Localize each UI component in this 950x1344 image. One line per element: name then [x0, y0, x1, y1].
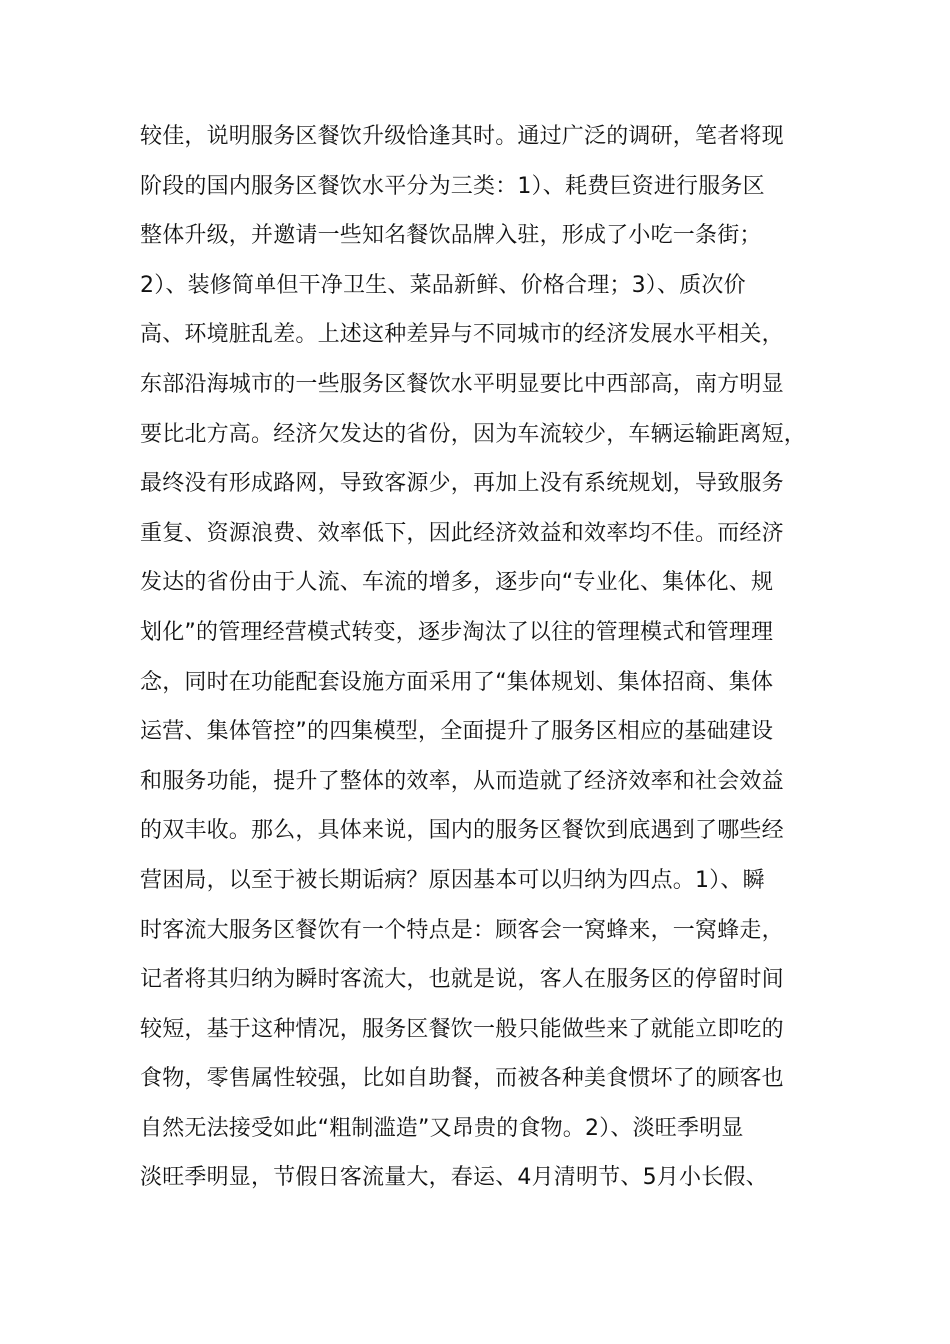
- text-line: 发达的省份由于人流、车流的增多，逐步向“专业化、集体化、规: [140, 570, 774, 596]
- text-line: 记者将其归纳为瞬时客流大，也就是说，客人在服务区的停留时间: [140, 967, 784, 993]
- text-line: 最终没有形成路网，导致客源少，再加上没有系统规划，导致服务: [140, 471, 784, 497]
- text-line: 划化”的管理经营模式转变，逐步淘汰了以往的管理模式和管理理: [140, 619, 774, 645]
- text-line: 高、环境脏乱差。上述这种差异与不同城市的经济发展水平相关，: [140, 322, 784, 348]
- text-line: 东部沿海城市的一些服务区餐饮水平明显要比中西部高，南方明显: [140, 371, 784, 397]
- text-line: 的双丰收。那么，具体来说，国内的服务区餐饮到底遇到了哪些经: [140, 818, 784, 844]
- text-line: 整体升级，并邀请一些知名餐饮品牌入驻，形成了小吃一条街；: [140, 223, 762, 249]
- text-line: 要比北方高。经济欠发达的省份，因为车流较少，车辆运输距离短，: [140, 421, 807, 447]
- text-line: 和服务功能，提升了整体的效率，从而造就了经济效率和社会效益: [140, 768, 784, 794]
- text-line: 营困局，以至于被长期诟病？原因基本可以归纳为四点。1）、瞬: [140, 867, 765, 893]
- text-line: 较佳，说明服务区餐饮升级恰逢其时。通过广泛的调研，笔者将现: [140, 124, 784, 149]
- text-line: 时客流大服务区餐饮有一个特点是：顾客会一窝蜂来，一窝蜂走，: [140, 917, 784, 943]
- body-text: [140, 112, 830, 1203]
- text-line: 运营、集体管控”的四集模型，全面提升了服务区相应的基础建设: [140, 719, 774, 745]
- text-line: 较短，基于这种情况，服务区餐饮一般只能做些来了就能立即吃的: [140, 1016, 784, 1042]
- text-line: 食物，零售属性较强，比如自助餐，而被各种美食惯坏了的顾客也: [140, 1066, 784, 1092]
- text-line: 2）、装修简单但干净卫生、菜品新鲜、价格合理；3）、质次价: [140, 272, 746, 298]
- text-line: 淡旺季明显，节假日客流量大，春运、4月清明节、5月小长假、: [140, 1165, 768, 1191]
- text-line: 念，同时在功能配套设施方面采用了“集体规划、集体招商、集体: [140, 669, 774, 695]
- text-line: 阶段的国内服务区餐饮水平分为三类：1）、耗费巨资进行服务区: [140, 173, 765, 199]
- text-line: 自然无法接受如此“粗制滥造”又昂贵的食物。2）、淡旺季明显: [140, 1115, 744, 1141]
- text-line: 重复、资源浪费、效率低下，因此经济效益和效率均不佳。而经济: [140, 520, 784, 546]
